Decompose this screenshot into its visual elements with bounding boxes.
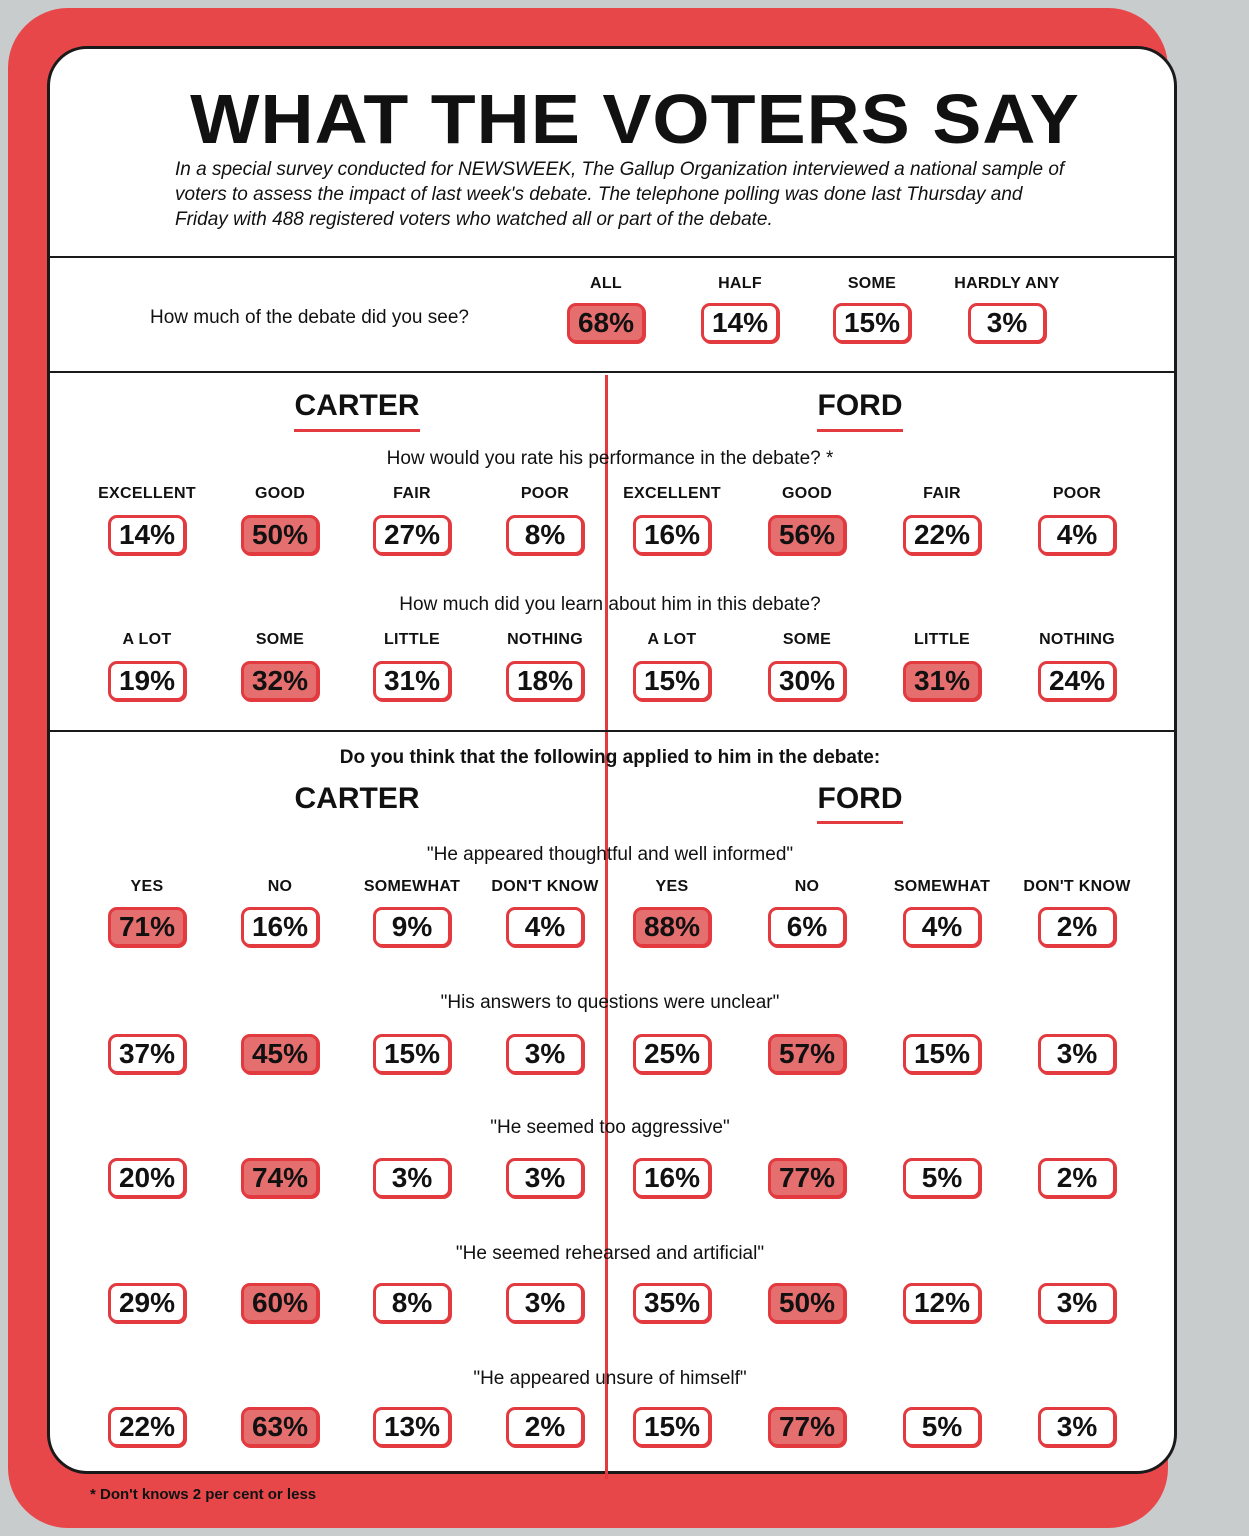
seen-label: HARDLY ANY bbox=[954, 275, 1060, 292]
ford-rating-box: 56% bbox=[768, 515, 846, 555]
ford-applied-box: 15% bbox=[903, 1034, 981, 1074]
ford-underline bbox=[817, 429, 903, 432]
applied-label: NO bbox=[794, 878, 820, 895]
carter-applied-box: 15% bbox=[373, 1034, 451, 1074]
ford-applied-box: 3% bbox=[1038, 1034, 1116, 1074]
ford-rating-box: 4% bbox=[1038, 515, 1116, 555]
carter-heading: CARTER bbox=[294, 389, 420, 422]
survey-panel bbox=[47, 46, 1177, 1503]
applied-label: SOMEWHAT bbox=[893, 878, 991, 895]
statement-text: "His answers to questions were unclear" bbox=[440, 992, 780, 1013]
seen-value-box: 14% bbox=[701, 303, 779, 343]
learn-label: SOME bbox=[782, 631, 832, 648]
learn-label: A LOT bbox=[122, 631, 172, 648]
page-title: WHAT THE VOTERS SAY bbox=[190, 80, 1080, 158]
ford-applied-box: 12% bbox=[903, 1283, 981, 1323]
rating-label: POOR bbox=[520, 485, 570, 502]
carter-applied-box: 3% bbox=[506, 1034, 584, 1074]
section-divider bbox=[50, 371, 1174, 373]
ford-applied-box: 57% bbox=[768, 1034, 846, 1074]
carter-applied-box: 13% bbox=[373, 1407, 451, 1447]
learn-label: LITTLE bbox=[383, 631, 440, 648]
carter-rating-box: 27% bbox=[373, 515, 451, 555]
ford-applied-box: 50% bbox=[768, 1283, 846, 1323]
footnote: * Don't knows 2 per cent or less bbox=[90, 1486, 317, 1503]
applied-label: DON'T KNOW bbox=[1023, 878, 1131, 895]
carter-rating-box: 8% bbox=[506, 515, 584, 555]
carter-applied-box: 20% bbox=[108, 1158, 186, 1198]
section-divider bbox=[50, 730, 1174, 732]
carter-applied-box: 71% bbox=[108, 907, 186, 947]
applied-label: SOMEWHAT bbox=[363, 878, 461, 895]
ford-applied-box: 15% bbox=[633, 1407, 711, 1447]
carter-rating-box: 50% bbox=[241, 515, 319, 555]
carter-applied-box: 22% bbox=[108, 1407, 186, 1447]
ford-applied-box: 3% bbox=[1038, 1407, 1116, 1447]
carter-applied-box: 8% bbox=[373, 1283, 451, 1323]
seen-value-box: 15% bbox=[833, 303, 911, 343]
seen-question: How much of the debate did you see? bbox=[150, 307, 469, 328]
carter-applied-box: 63% bbox=[241, 1407, 319, 1447]
carter-rating-box: 14% bbox=[108, 515, 186, 555]
ford-learn-box: 24% bbox=[1038, 661, 1116, 701]
ford-applied-box: 6% bbox=[768, 907, 846, 947]
applied-label: DON'T KNOW bbox=[491, 878, 599, 895]
ford-applied-box: 16% bbox=[633, 1158, 711, 1198]
statement-text: "He seemed rehearsed and artificial" bbox=[455, 1243, 765, 1264]
carter-applied-box: 3% bbox=[506, 1158, 584, 1198]
carter-applied-box: 9% bbox=[373, 907, 451, 947]
section-divider bbox=[50, 256, 1174, 258]
carter-applied-box: 74% bbox=[241, 1158, 319, 1198]
seen-label: ALL bbox=[589, 275, 622, 292]
ford-applied-box: 5% bbox=[903, 1407, 981, 1447]
ford-applied-box: 77% bbox=[768, 1158, 846, 1198]
ford-heading-2: FORD bbox=[817, 782, 903, 815]
carter-learn-box: 19% bbox=[108, 661, 186, 701]
carter-applied-box: 16% bbox=[241, 907, 319, 947]
carter-applied-box: 29% bbox=[108, 1283, 186, 1323]
applied-label: NO bbox=[267, 878, 293, 895]
candidate-divider bbox=[605, 375, 608, 1479]
applied-question: Do you think that the following applied to him in the debate: bbox=[339, 747, 881, 768]
learn-label: A LOT bbox=[647, 631, 697, 648]
carter-applied-box: 2% bbox=[506, 1407, 584, 1447]
carter-applied-box: 3% bbox=[506, 1283, 584, 1323]
learn-question: How much did you learn about him in this debate? bbox=[399, 594, 821, 615]
carter-learn-box: 32% bbox=[241, 661, 319, 701]
carter-applied-box: 60% bbox=[241, 1283, 319, 1323]
learn-label: NOTHING bbox=[1039, 631, 1115, 648]
seen-value-box: 68% bbox=[567, 303, 645, 343]
statement-text: "He seemed too aggressive" bbox=[490, 1117, 730, 1138]
carter-underline bbox=[294, 429, 420, 432]
rating-label: EXCELLENT bbox=[98, 485, 196, 502]
seen-label: SOME bbox=[847, 275, 897, 292]
ford-applied-box: 77% bbox=[768, 1407, 846, 1447]
rating-label: GOOD bbox=[781, 485, 833, 502]
applied-label: YES bbox=[655, 878, 689, 895]
ford-applied-box: 4% bbox=[903, 907, 981, 947]
carter-applied-box: 37% bbox=[108, 1034, 186, 1074]
ford-applied-box: 25% bbox=[633, 1034, 711, 1074]
carter-applied-box: 45% bbox=[241, 1034, 319, 1074]
learn-label: NOTHING bbox=[507, 631, 583, 648]
carter-learn-box: 31% bbox=[373, 661, 451, 701]
ford-rating-box: 22% bbox=[903, 515, 981, 555]
ford-learn-box: 31% bbox=[903, 661, 981, 701]
ford-underline-2 bbox=[817, 821, 903, 824]
ford-learn-box: 15% bbox=[633, 661, 711, 701]
ford-applied-box: 2% bbox=[1038, 907, 1116, 947]
learn-label: LITTLE bbox=[913, 631, 970, 648]
rating-label: FAIR bbox=[393, 485, 431, 502]
carter-learn-box: 18% bbox=[506, 661, 584, 701]
seen-value-box: 3% bbox=[968, 303, 1046, 343]
carter-applied-box: 3% bbox=[373, 1158, 451, 1198]
intro-text: In a special survey conducted for NEWSWEEK, The Gallup Organization interviewed a national sample of voters to assess the impact of last week's debate. The telephone polling was done last Thursday and Friday with 488 registered voters who watched all or part of the debate. bbox=[175, 159, 1065, 230]
statement-text: "He appeared thoughtful and well informed" bbox=[426, 844, 794, 865]
ford-applied-box: 5% bbox=[903, 1158, 981, 1198]
ford-applied-box: 35% bbox=[633, 1283, 711, 1323]
seen-label: HALF bbox=[718, 275, 762, 292]
rating-question: How would you rate his performance in the debate? * bbox=[386, 448, 834, 469]
ford-applied-box: 2% bbox=[1038, 1158, 1116, 1198]
ford-rating-box: 16% bbox=[633, 515, 711, 555]
rating-label: GOOD bbox=[254, 485, 306, 502]
carter-applied-box: 4% bbox=[506, 907, 584, 947]
rating-label: FAIR bbox=[923, 485, 961, 502]
ford-learn-box: 30% bbox=[768, 661, 846, 701]
statement-text: "He appeared unsure of himself" bbox=[473, 1368, 747, 1389]
ford-applied-box: 3% bbox=[1038, 1283, 1116, 1323]
ford-heading: FORD bbox=[817, 389, 903, 422]
ford-applied-box: 88% bbox=[633, 907, 711, 947]
learn-label: SOME bbox=[255, 631, 305, 648]
applied-label: YES bbox=[130, 878, 164, 895]
rating-label: POOR bbox=[1052, 485, 1102, 502]
carter-heading-2: CARTER bbox=[294, 782, 420, 815]
rating-label: EXCELLENT bbox=[623, 485, 721, 502]
